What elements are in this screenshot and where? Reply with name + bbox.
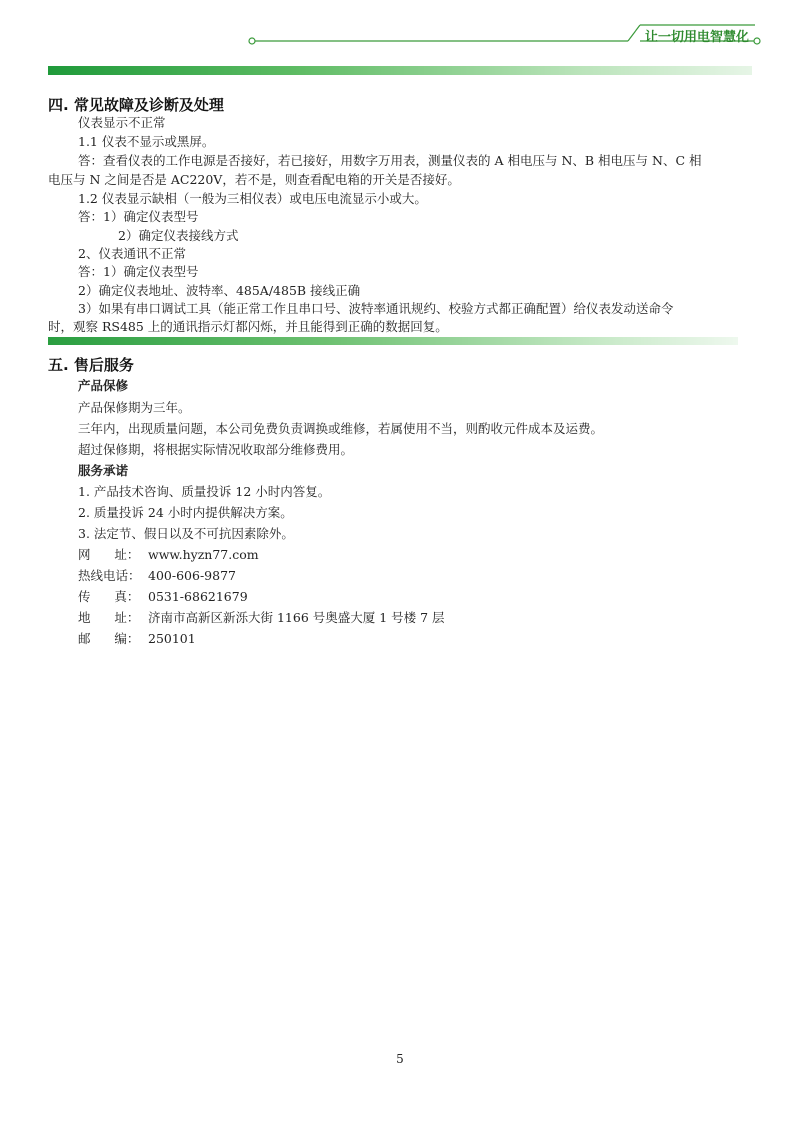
postcode-value: 250101 bbox=[148, 631, 196, 646]
text-line: 仪表显示不正常 bbox=[78, 115, 166, 130]
text-line: 产品保修期为三年。 bbox=[78, 400, 191, 415]
text-line: 时，观察 RS485 上的通讯指示灯都闪烁，并且能得到正确的数据回复。 bbox=[48, 319, 448, 334]
list-item: 2. 质量投诉 24 小时内提供解决方案。 bbox=[78, 505, 293, 520]
warranty-heading: 产品保修 bbox=[78, 378, 129, 393]
text-line: 超过保修期，将根据实际情况收取部分维修费用。 bbox=[78, 442, 354, 457]
contact-label: 传 真： bbox=[78, 589, 140, 604]
list-item: 1. 产品技术咨询、质量投诉 12 小时内答复。 bbox=[78, 484, 331, 499]
fax-value: 0531-68621679 bbox=[148, 589, 248, 604]
section-divider-bar bbox=[48, 337, 738, 345]
section-title-after-sales: 五. 售后服务 bbox=[48, 356, 134, 374]
text-line: 2）确定仪表接线方式 bbox=[118, 228, 239, 243]
contact-fax bbox=[78, 588, 248, 606]
contact-label: 热线电话： bbox=[78, 568, 141, 583]
text-line: 2、仪表通讯不正常 bbox=[78, 246, 186, 261]
text-line: 3）如果有串口调试工具（能正常工作且串口号、波特率通讯规约、校验方式都正确配置）给仪表发动送命令 bbox=[78, 301, 674, 316]
list-item: 3. 法定节、假日以及不可抗因素除外。 bbox=[78, 526, 294, 541]
text-line: 1.2 仪表显示缺相（一般为三相仪表）或电压电流显示小或大。 bbox=[78, 191, 427, 206]
contact-website bbox=[78, 546, 259, 564]
contact-label: 地 址： bbox=[78, 610, 140, 625]
service-promise-heading: 服务承诺 bbox=[78, 463, 129, 478]
text-line: 三年内，出现质量问题，本公司免费负责调换或维修，若属使用不当，则酌收元件成本及运费。 bbox=[78, 421, 604, 436]
section-divider-bar bbox=[48, 66, 752, 75]
text-line: 2）确定仪表地址、波特率、485A/485B 接线正确 bbox=[78, 283, 361, 298]
hotline-value: 400-606-9877 bbox=[148, 568, 236, 583]
text-line: 答：1）确定仪表型号 bbox=[78, 264, 199, 279]
text-line: 答：1）确定仪表型号 bbox=[78, 209, 199, 224]
contact-label: 网 址： bbox=[78, 547, 140, 562]
page-number: 5 bbox=[396, 1052, 404, 1066]
header-slogan: 让一切用电智慧化 bbox=[645, 30, 750, 45]
website-link[interactable]: www.hyzn77.com bbox=[148, 547, 259, 562]
text-line: 1.1 仪表不显示或黑屏。 bbox=[78, 134, 215, 149]
text-line: 电压与 N 之间是否是 AC220V，若不是，则查看配电箱的开关是否接好。 bbox=[48, 172, 460, 187]
contact-label: 邮 编： bbox=[78, 631, 140, 646]
address-value: 济南市高新区新泺大街 1166 号奥盛大厦 1 号楼 7 层 bbox=[148, 610, 445, 625]
section-title-troubleshooting: 四. 常见故障及诊断及处理 bbox=[48, 96, 224, 114]
contact-address bbox=[78, 609, 445, 627]
contact-postcode bbox=[78, 630, 196, 648]
text-line: 答：查看仪表的工作电源是否接好，若已接好，用数字万用表，测量仪表的 A 相电压与 N、B 相电压与 N、C 相 bbox=[78, 153, 702, 168]
contact-hotline bbox=[78, 567, 236, 585]
